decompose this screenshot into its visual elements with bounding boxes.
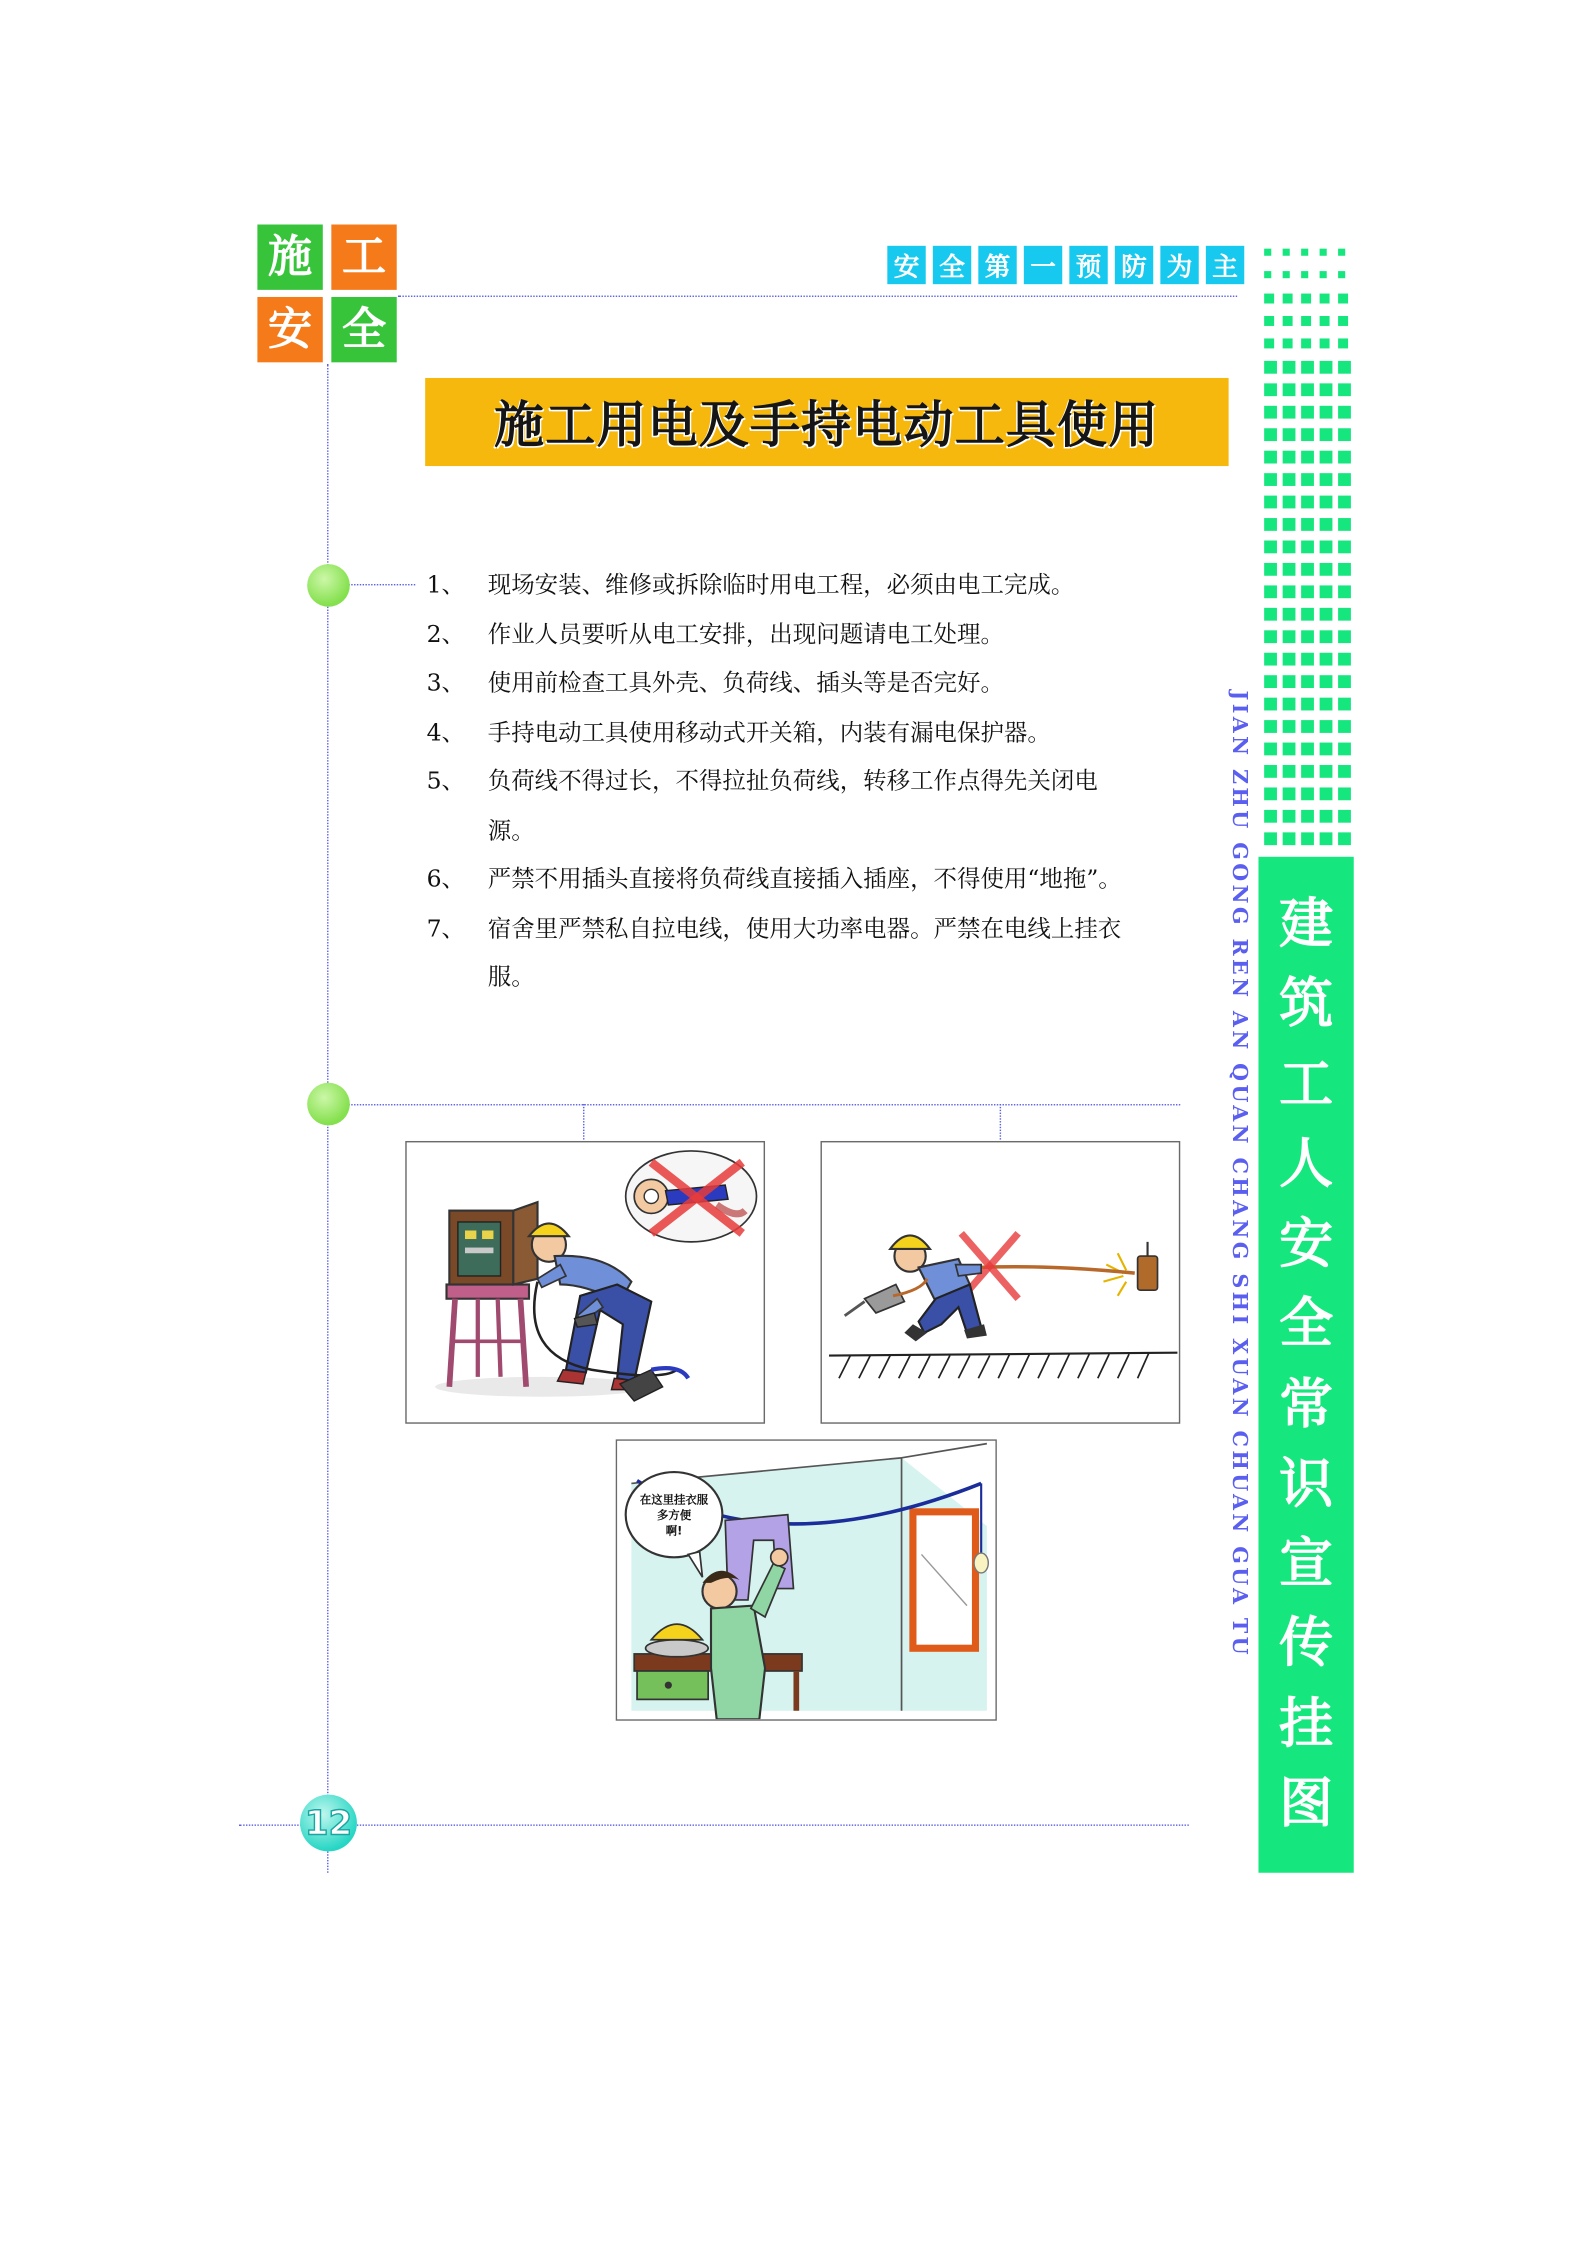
grid-dot — [1338, 496, 1351, 509]
rule-text: 作业人员要听从电工安排，出现问题请电工处理。 — [487, 620, 1004, 648]
rule-number: 6、 — [426, 865, 465, 893]
grid-dot — [1301, 338, 1311, 348]
grid-dot — [1320, 338, 1330, 348]
grid-dot — [1338, 787, 1351, 800]
grid-dot — [1283, 316, 1293, 326]
grid-dot — [1264, 765, 1277, 778]
grid-dot — [1301, 765, 1314, 778]
side-title-char: 图 — [1279, 1771, 1334, 1835]
grid-dot — [1320, 675, 1333, 688]
side-pinyin-caption: JIAN ZHU GONG REN AN QUAN CHANG SHI XUAN CHUAN GUA TU — [1227, 690, 1252, 1659]
side-title-char: 识 — [1279, 1451, 1334, 1515]
grid-dot — [1301, 720, 1314, 733]
grid-dot — [1338, 518, 1351, 531]
grid-dot — [1320, 563, 1333, 576]
grid-dot — [1264, 608, 1277, 621]
grid-dot — [1264, 428, 1277, 441]
grid-dot — [1301, 294, 1311, 304]
grid-dot — [1283, 608, 1296, 621]
side-title-char: 全 — [1279, 1292, 1334, 1355]
grid-dot — [1338, 316, 1348, 326]
page-title: 施工用电及手持电动工具使用 — [494, 397, 1160, 455]
header-divider — [398, 296, 1237, 297]
grid-dot — [1301, 832, 1314, 845]
grid-dot — [1338, 271, 1345, 278]
grid-dot — [1264, 787, 1277, 800]
grid-dot — [1283, 675, 1296, 688]
grid-dot — [1283, 630, 1296, 643]
list-item — [427, 904, 1138, 1002]
grid-dot — [1301, 541, 1314, 554]
rule-text: 手持电动工具使用移动式开关箱，内装有漏电保护器。 — [487, 718, 1051, 746]
grid-dot — [1283, 653, 1296, 666]
illustration-divider — [348, 1104, 1180, 1105]
grid-dot — [1320, 383, 1333, 396]
grid-dot — [1264, 473, 1277, 486]
grid-dot — [1283, 383, 1296, 396]
logo-cell-quan: 全 — [331, 297, 396, 362]
panel-connector-left — [583, 1104, 584, 1140]
list-item — [427, 610, 1138, 659]
bullet-circle-icon — [307, 564, 350, 607]
grid-dot — [1320, 518, 1333, 531]
grid-dot — [1264, 406, 1277, 419]
grid-dot — [1320, 810, 1333, 823]
slogan-char: 防 — [1115, 246, 1153, 284]
grid-dot — [1320, 249, 1327, 256]
logo-cell-an: 安 — [257, 297, 322, 362]
grid-dot — [1320, 271, 1327, 278]
grid-dot — [1283, 249, 1290, 256]
list-item — [427, 757, 1138, 855]
grid-dot — [1283, 294, 1293, 304]
grid-dot — [1320, 765, 1333, 778]
footer-divider — [239, 1824, 1189, 1825]
grid-dot — [1264, 810, 1277, 823]
grid-dot — [1301, 810, 1314, 823]
grid-dot — [1283, 338, 1293, 348]
rule-number: 1、 — [426, 571, 465, 599]
grid-dot — [1301, 608, 1314, 621]
illustration-pulling-cord — [820, 1141, 1180, 1424]
grid-dot — [1264, 316, 1274, 326]
rule-number: 3、 — [426, 669, 465, 697]
grid-dot — [1264, 271, 1271, 278]
grid-dot — [1320, 585, 1333, 598]
grid-dot — [1283, 720, 1296, 733]
side-title-char: 传 — [1279, 1611, 1334, 1675]
grid-dot — [1264, 451, 1277, 464]
grid-dot — [1320, 653, 1333, 666]
dorm-clothes-on-wire-illustration — [617, 1441, 995, 1719]
grid-dot — [1264, 832, 1277, 845]
grid-dot — [1264, 294, 1274, 304]
illustration-hanging-clothes — [616, 1439, 997, 1720]
grid-dot — [1320, 787, 1333, 800]
side-title-char: 人 — [1279, 1132, 1334, 1195]
grid-dot — [1338, 832, 1351, 845]
grid-dot — [1338, 249, 1345, 256]
grid-dot — [1338, 338, 1348, 348]
speech-bubble-line: 在这里挂衣服 — [639, 1492, 709, 1507]
grid-dot — [1320, 496, 1333, 509]
grid-dot — [1264, 653, 1277, 666]
grid-dot — [1320, 406, 1333, 419]
worker-pulling-cord-illustration — [822, 1142, 1179, 1422]
grid-dot — [1338, 743, 1351, 756]
grid-dot — [1264, 541, 1277, 554]
grid-dot — [1301, 316, 1311, 326]
grid-dot — [1283, 563, 1296, 576]
grid-dot — [1283, 810, 1296, 823]
slogan-char: 主 — [1206, 246, 1244, 284]
bullet-circle-icon — [307, 1083, 350, 1126]
grid-dot — [1264, 249, 1271, 256]
grid-dot — [1338, 585, 1351, 598]
page-number: 12 — [304, 1803, 353, 1843]
grid-dot — [1320, 630, 1333, 643]
speech-bubble-line: 啊! — [665, 1523, 683, 1538]
grid-dot — [1338, 541, 1351, 554]
grid-dot — [1338, 473, 1351, 486]
grid-dot — [1320, 361, 1333, 374]
grid-dot — [1301, 653, 1314, 666]
panel-connector-right — [1000, 1104, 1001, 1140]
grid-dot — [1301, 406, 1314, 419]
grid-dot — [1283, 271, 1290, 278]
grid-dot — [1338, 428, 1351, 441]
grid-dot — [1338, 720, 1351, 733]
grid-dot — [1264, 496, 1277, 509]
grid-dot — [1301, 271, 1308, 278]
grid-dot — [1338, 810, 1351, 823]
rule-text: 现场安装、维修或拆除临时用电工程，必须由电工完成。 — [487, 571, 1075, 599]
side-title-char: 挂 — [1279, 1691, 1334, 1755]
page-number-badge — [300, 1795, 357, 1852]
grid-dot — [1301, 563, 1314, 576]
grid-dot — [1301, 361, 1314, 374]
rule-number: 5、 — [426, 767, 465, 795]
grid-dot — [1283, 496, 1296, 509]
slogan-char: 安 — [887, 246, 925, 284]
grid-dot — [1301, 787, 1314, 800]
rule-text: 使用前检查工具外壳、负荷线、插头等是否完好。 — [487, 669, 1004, 697]
grid-dot — [1320, 832, 1333, 845]
grid-dot — [1301, 630, 1314, 643]
grid-dot — [1264, 338, 1274, 348]
grid-dot — [1320, 294, 1330, 304]
list-item — [427, 855, 1138, 904]
grid-dot — [1283, 698, 1296, 711]
rule-number: 7、 — [426, 914, 465, 942]
list-item — [427, 561, 1138, 610]
grid-dot — [1283, 832, 1296, 845]
grid-dot — [1320, 428, 1333, 441]
grid-dot — [1264, 383, 1277, 396]
title-banner — [425, 378, 1228, 466]
grid-dot — [1338, 698, 1351, 711]
logo-cell-shi: 施 — [257, 225, 322, 290]
slogan-char: 为 — [1160, 246, 1198, 284]
grid-dot — [1264, 563, 1277, 576]
grid-dot — [1338, 653, 1351, 666]
grid-dot — [1301, 518, 1314, 531]
grid-dot — [1320, 316, 1330, 326]
grid-dot — [1320, 473, 1333, 486]
grid-dot — [1301, 473, 1314, 486]
slogan-char: 第 — [978, 246, 1016, 284]
grid-dot — [1283, 743, 1296, 756]
grid-dot — [1301, 675, 1314, 688]
slogan-char: 预 — [1069, 246, 1107, 284]
rule-number: 2、 — [426, 620, 465, 648]
grid-dot — [1264, 698, 1277, 711]
list-item — [427, 659, 1138, 708]
grid-dot — [1338, 294, 1348, 304]
grid-dot — [1338, 383, 1351, 396]
grid-dot — [1283, 361, 1296, 374]
grid-dot — [1338, 563, 1351, 576]
grid-dot — [1301, 743, 1314, 756]
grid-dot — [1283, 585, 1296, 598]
grid-dot — [1320, 720, 1333, 733]
grid-dot — [1338, 406, 1351, 419]
grid-dot — [1338, 630, 1351, 643]
grid-dot — [1338, 361, 1351, 374]
grid-dot — [1338, 675, 1351, 688]
decorative-dot-grid — [1261, 246, 1355, 857]
grid-dot — [1320, 451, 1333, 464]
slogan-char: 全 — [933, 246, 971, 284]
speech-bubble-line: 多方便 — [656, 1507, 692, 1522]
grid-dot — [1301, 428, 1314, 441]
grid-dot — [1283, 541, 1296, 554]
side-title-char: 工 — [1279, 1052, 1334, 1115]
grid-dot — [1283, 451, 1296, 464]
rule-number: 4、 — [426, 718, 465, 746]
side-title-char: 宣 — [1279, 1531, 1334, 1595]
illustration-switch-box — [405, 1141, 765, 1424]
grid-dot — [1264, 743, 1277, 756]
grid-dot — [1283, 518, 1296, 531]
bullet-connector — [348, 584, 415, 585]
grid-dot — [1338, 451, 1351, 464]
side-title-band — [1258, 857, 1353, 1873]
list-item — [427, 708, 1138, 757]
grid-dot — [1320, 541, 1333, 554]
grid-dot — [1264, 720, 1277, 733]
rule-text: 宿舍里严禁私自拉电线，使用大功率电器。严禁在电线上挂衣服。 — [487, 914, 1122, 991]
grid-dot — [1283, 428, 1296, 441]
grid-dot — [1283, 406, 1296, 419]
grid-dot — [1264, 675, 1277, 688]
slogan-char: 一 — [1024, 246, 1062, 284]
grid-dot — [1264, 585, 1277, 598]
side-title-char: 常 — [1279, 1372, 1334, 1435]
grid-dot — [1301, 496, 1314, 509]
rule-text: 严禁不用插头直接将负荷线直接插入插座，不得使用“地拖”。 — [487, 865, 1122, 893]
rules-list — [427, 561, 1138, 1002]
grid-dot — [1301, 698, 1314, 711]
grid-dot — [1283, 765, 1296, 778]
grid-dot — [1320, 698, 1333, 711]
rule-text: 负荷线不得过长，不得拉扯负荷线，转移工作点得先关闭电源。 — [487, 767, 1098, 844]
grid-dot — [1264, 361, 1277, 374]
grid-dot — [1301, 451, 1314, 464]
side-title-char: 安 — [1279, 1212, 1334, 1275]
grid-dot — [1301, 383, 1314, 396]
grid-dot — [1264, 518, 1277, 531]
grid-dot — [1338, 608, 1351, 621]
grid-dot — [1283, 473, 1296, 486]
grid-dot — [1301, 249, 1308, 256]
logo-cell-gong: 工 — [331, 225, 396, 290]
grid-dot — [1301, 585, 1314, 598]
worker-switchbox-illustration — [407, 1142, 764, 1422]
side-title-char: 建 — [1279, 892, 1334, 955]
grid-dot — [1320, 743, 1333, 756]
grid-dot — [1264, 630, 1277, 643]
grid-dot — [1283, 787, 1296, 800]
grid-dot — [1338, 765, 1351, 778]
grid-dot — [1320, 608, 1333, 621]
side-title-char: 筑 — [1279, 972, 1334, 1035]
